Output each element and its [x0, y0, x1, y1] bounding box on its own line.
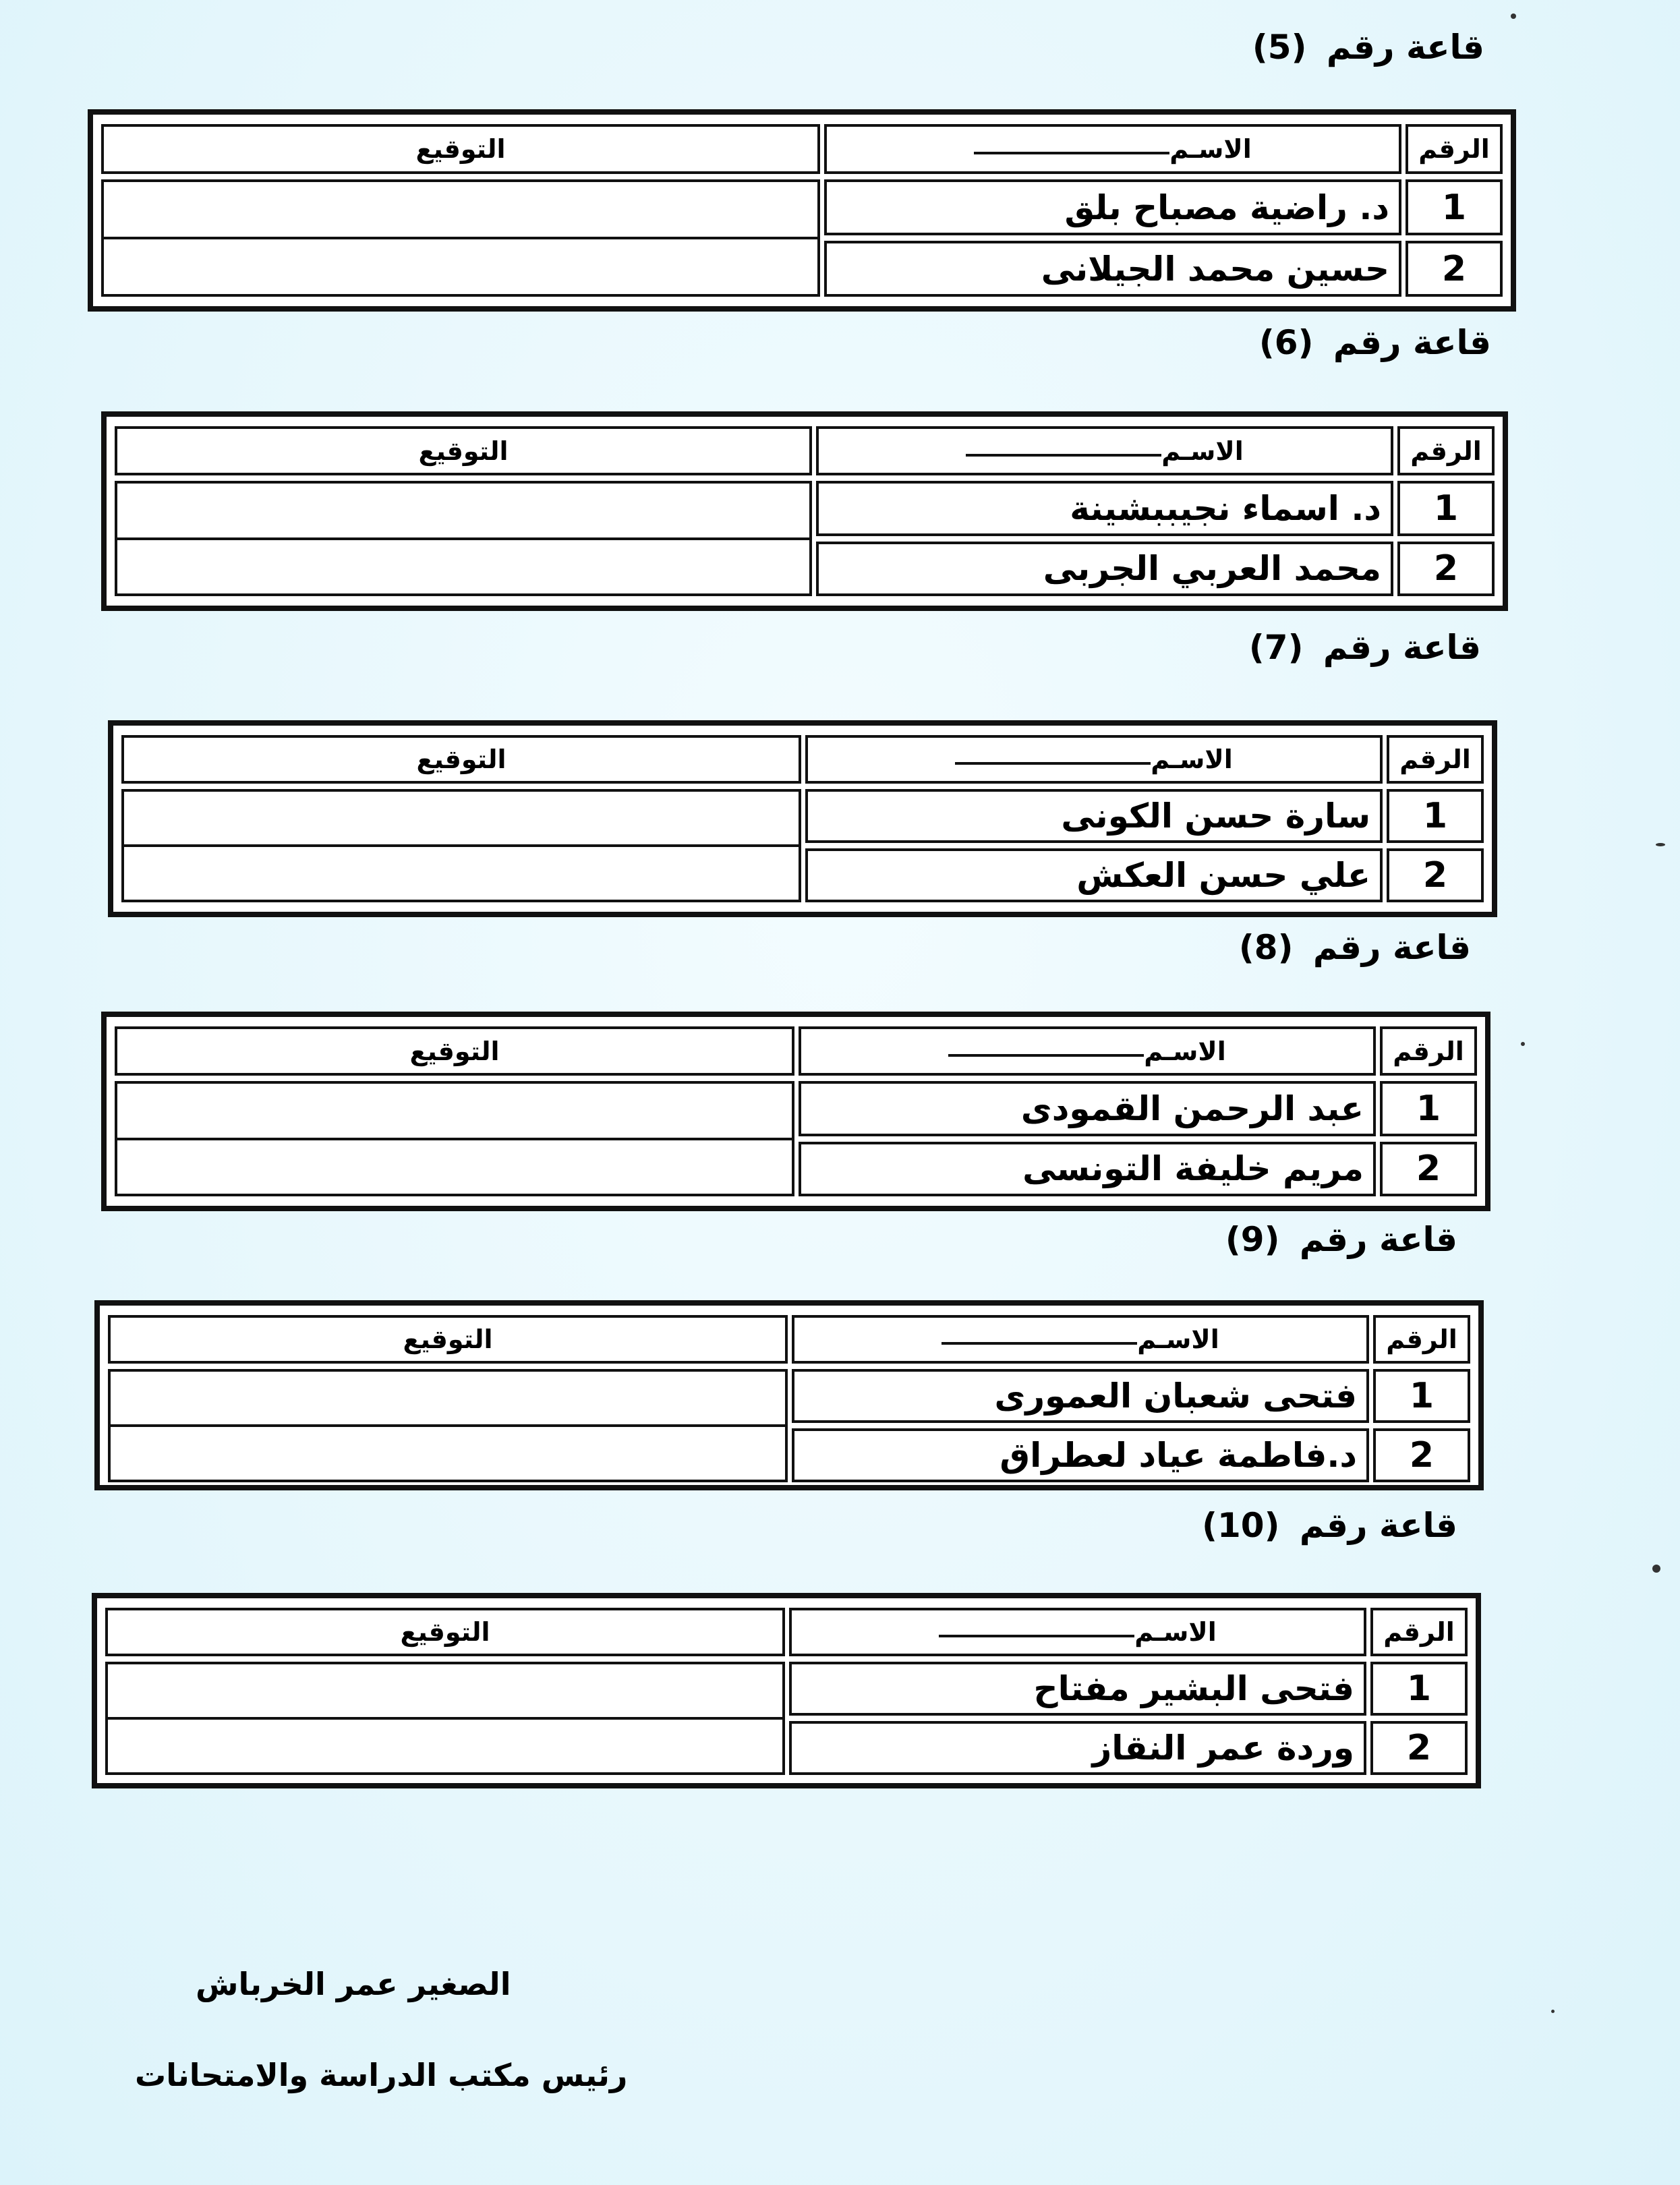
hall-label: قاعة رقم	[1333, 323, 1491, 362]
row-number: 1	[1406, 179, 1503, 235]
row-name: فتحى شعبان العمورى	[792, 1369, 1369, 1423]
hall-number: (8)	[1238, 928, 1294, 967]
signatory-title: رئيس مكتب الدراسة والامتحانات	[135, 2057, 628, 2093]
row-name: عبد الرحمن القمودى	[799, 1081, 1376, 1136]
hall-title	[1252, 27, 1484, 67]
signature-cell	[101, 179, 820, 297]
row-name: د. اسماء نجيببشينة	[816, 481, 1393, 535]
hall-label: قاعة رقم	[1299, 1220, 1457, 1259]
hall-label: قاعة رقم	[1312, 928, 1471, 967]
header-number: الرقم	[1370, 1608, 1468, 1656]
header-signature: التوقيع	[105, 1608, 785, 1656]
header-number: الرقم	[1397, 426, 1495, 475]
signature-cell	[115, 481, 812, 596]
header-name: الاسـم	[789, 1608, 1366, 1656]
header-number: الرقم	[1373, 1315, 1470, 1364]
header-signature: التوقيع	[115, 426, 812, 475]
hall-title	[1202, 1505, 1457, 1546]
hall-label: قاعة رقم	[1323, 628, 1481, 667]
row-name: سارة حسن الكونى	[805, 789, 1383, 843]
scan-speck	[1521, 1042, 1525, 1046]
scan-speck	[1656, 843, 1665, 846]
row-number: 1	[1397, 481, 1495, 535]
row-number: 2	[1370, 1721, 1468, 1775]
row-number: 2	[1373, 1428, 1470, 1482]
scan-speck	[1652, 1565, 1660, 1573]
header-signature: التوقيع	[101, 124, 820, 174]
row-name: حسين محمد الجيلانى	[824, 241, 1401, 297]
header-number: الرقم	[1406, 124, 1503, 174]
hall-number: (10)	[1202, 1506, 1280, 1545]
row-number: 2	[1380, 1142, 1477, 1196]
row-number: 2	[1387, 848, 1484, 902]
hall-title	[1225, 1219, 1457, 1260]
row-name: علي حسن العكش	[805, 848, 1383, 902]
hall-label: قاعة رقم	[1326, 28, 1484, 67]
hall-table	[108, 720, 1497, 917]
header-name: الاسـم	[816, 426, 1393, 475]
hall-number: (5)	[1252, 28, 1307, 67]
header-signature: التوقيع	[121, 735, 801, 784]
row-number: 1	[1373, 1369, 1470, 1423]
hall-number: (6)	[1258, 323, 1314, 362]
signature-cell	[108, 1369, 788, 1482]
header-signature: التوقيع	[115, 1026, 794, 1076]
row-number: 1	[1380, 1081, 1477, 1136]
row-number: 1	[1370, 1662, 1468, 1716]
row-number: 1	[1387, 789, 1484, 843]
scan-speck	[1511, 13, 1516, 19]
hall-title	[1239, 927, 1471, 968]
hall-number: (7)	[1248, 628, 1304, 667]
hall-table	[92, 1593, 1481, 1788]
scan-speck	[1551, 2010, 1555, 2013]
header-name: الاسـم	[799, 1026, 1376, 1076]
header-name: الاسـم	[824, 124, 1401, 174]
row-name: محمد العربي الجربى	[816, 542, 1393, 596]
row-name: فتحى البشير مفتاح	[789, 1662, 1366, 1716]
hall-label: قاعة رقم	[1299, 1506, 1457, 1545]
hall-table	[88, 109, 1516, 312]
header-number: الرقم	[1387, 735, 1484, 784]
row-number: 2	[1397, 542, 1495, 596]
hall-title	[1259, 322, 1491, 363]
hall-table	[101, 411, 1508, 611]
signature-cell	[115, 1081, 794, 1196]
hall-table	[94, 1300, 1484, 1490]
signature-cell	[121, 789, 801, 902]
header-signature: التوقيع	[108, 1315, 788, 1364]
header-name: الاسـم	[805, 735, 1383, 784]
header-number: الرقم	[1380, 1026, 1477, 1076]
row-name: د. راضية مصباح بلق	[824, 179, 1401, 235]
row-name: وردة عمر النقاز	[789, 1721, 1366, 1775]
hall-number: (9)	[1225, 1220, 1280, 1259]
row-name: د.فاطمة عياد لعطراق	[792, 1428, 1369, 1482]
hall-table	[101, 1012, 1490, 1211]
signature-cell	[105, 1662, 785, 1775]
signatory-name: الصغير عمر الخرباش	[196, 1966, 511, 2002]
row-name: مريم خليفة التونسى	[799, 1142, 1376, 1196]
header-name: الاسـم	[792, 1315, 1369, 1364]
hall-title	[1249, 627, 1481, 668]
row-number: 2	[1406, 241, 1503, 297]
